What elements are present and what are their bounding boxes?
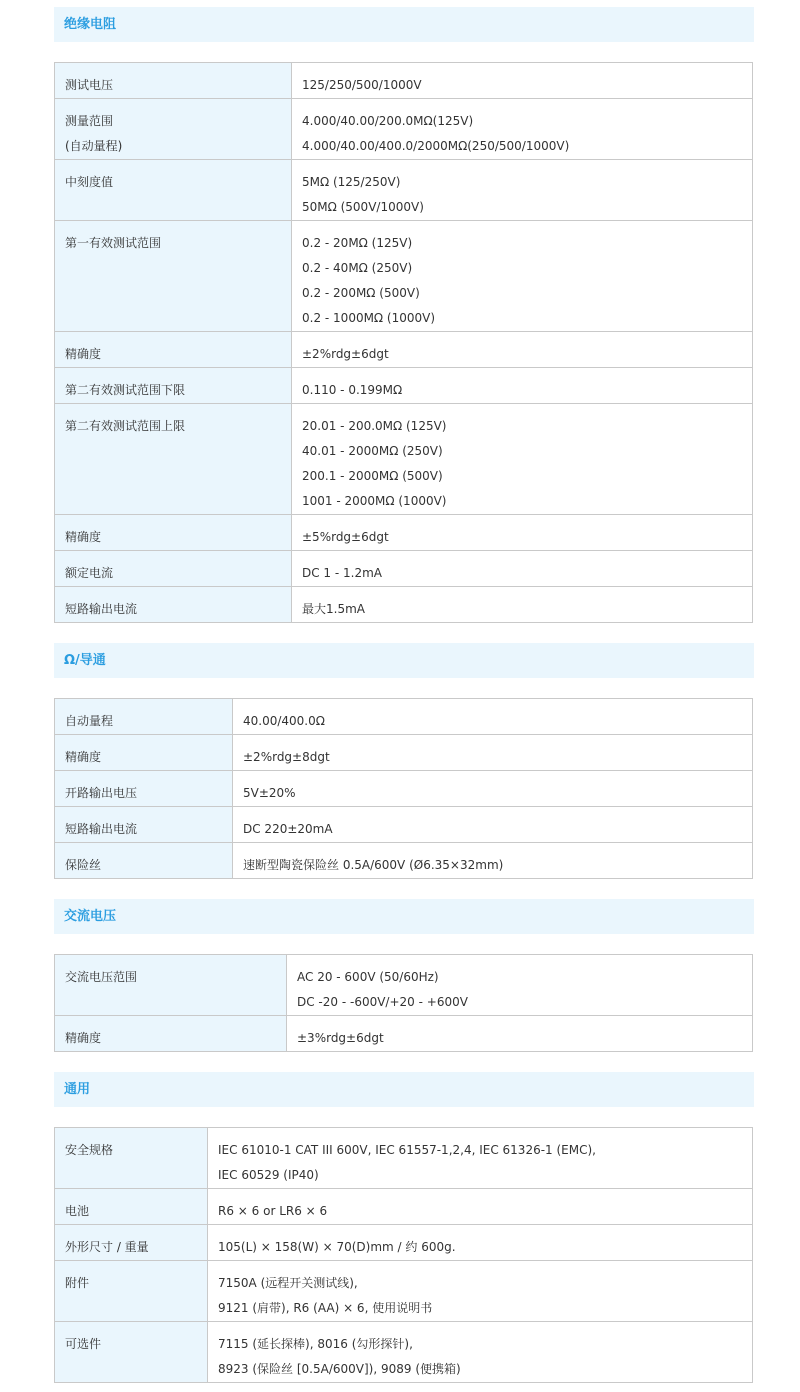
table-row [55, 551, 753, 587]
table-row [55, 1322, 753, 1383]
spec-value: IEC 60529 (IP40) [218, 1168, 319, 1182]
spec-label: 短路输出电流 [65, 602, 138, 616]
table-row [55, 1128, 753, 1189]
spec-value: 0.2 - 1000MΩ (1000V) [302, 311, 436, 325]
spec-label: 安全规格 [65, 1143, 114, 1157]
spec-label: 自动量程 [65, 714, 114, 728]
spec-value-cell [208, 1225, 753, 1261]
spec-label-cell [55, 1128, 208, 1189]
spec-value: 9121 (肩带), R6 (AA) × 6, 使用说明书 [218, 1301, 433, 1315]
spec-label: 测量范围 [65, 114, 114, 128]
spec-value: 7115 (延长探棒), 8016 (勾形探针), [218, 1337, 413, 1351]
table-row [55, 99, 753, 160]
table-row [55, 1261, 753, 1322]
spec-value-cell [292, 515, 753, 551]
spec-value-cell [292, 332, 753, 368]
spec-label-cell [55, 221, 292, 332]
spec-value-cell [292, 221, 753, 332]
spec-value-cell [233, 807, 753, 843]
table-row [55, 843, 753, 879]
spec-value: 20.01 - 200.0MΩ (125V) [302, 419, 447, 433]
spec-value-cell [233, 699, 753, 735]
spec-label-cell [55, 1261, 208, 1322]
spec-value: ±5%rdg±6dgt [302, 530, 389, 544]
spec-value-cell [233, 771, 753, 807]
table-row [55, 807, 753, 843]
table-row [55, 587, 753, 623]
spec-value-cell [287, 955, 753, 1016]
spec-label-cell [55, 699, 233, 735]
spec-value: 7150A (远程开关测试线), [218, 1276, 358, 1290]
table-row [55, 221, 753, 332]
spec-label-cell [55, 160, 292, 221]
spec-value: DC 1 - 1.2mA [302, 566, 383, 580]
spec-value-cell [292, 160, 753, 221]
spec-label: 精确度 [65, 750, 102, 764]
spec-label-cell [55, 63, 292, 99]
spec-value-cell [292, 551, 753, 587]
spec-value: 1001 - 2000MΩ (1000V) [302, 494, 447, 508]
table-row [55, 735, 753, 771]
spec-label-cell [55, 771, 233, 807]
spec-label-cell [55, 1225, 208, 1261]
spec-label-cell [55, 332, 292, 368]
spec-value: DC 220±20mA [243, 822, 333, 836]
spec-label: 中刻度值 [65, 175, 114, 189]
spec-value: ±2%rdg±6dgt [302, 347, 389, 361]
spec-value: 0.2 - 200MΩ (500V) [302, 286, 420, 300]
spec-value-cell [208, 1261, 753, 1322]
spec-value: ±3%rdg±6dgt [297, 1031, 384, 1045]
table-row [55, 515, 753, 551]
spec-value: 0.2 - 20MΩ (125V) [302, 236, 413, 250]
spec-table [54, 1127, 753, 1383]
spec-value: 50MΩ (500V/1000V) [302, 200, 424, 214]
spec-label: 测试电压 [65, 78, 114, 92]
spec-value-cell [208, 1322, 753, 1383]
spec-label: 第二有效测试范围下限 [65, 383, 186, 397]
spec-value-cell [233, 735, 753, 771]
spec-label: 电池 [65, 1204, 90, 1218]
spec-section-2 [54, 899, 754, 1045]
spec-value: IEC 61010-1 CAT III 600V, IEC 61557-1,2,4, IEC 61326-1 (EMC), [218, 1143, 596, 1157]
table-row [55, 1016, 753, 1052]
spec-value-cell [233, 843, 753, 879]
spec-value: R6 × 6 or LR6 × 6 [218, 1204, 328, 1218]
section-header: 交流电压 [54, 899, 754, 934]
table-row [55, 771, 753, 807]
table-row [55, 404, 753, 515]
spec-value: AC 20 - 600V (50/60Hz) [297, 970, 439, 984]
spec-value-cell [287, 1016, 753, 1052]
table-row [55, 332, 753, 368]
spec-label: (自动量程) [65, 139, 123, 153]
spec-value: 5MΩ (125/250V) [302, 175, 401, 189]
spec-label-cell [55, 587, 292, 623]
table-row [55, 368, 753, 404]
spec-value-cell [292, 99, 753, 160]
spec-value: 5V±20% [243, 786, 296, 800]
spec-label-cell [55, 368, 292, 404]
table-row [55, 699, 753, 735]
spec-label-cell [55, 807, 233, 843]
spec-value-cell [208, 1128, 753, 1189]
spec-label-cell [55, 551, 292, 587]
table-row [55, 63, 753, 99]
spec-value: 8923 (保险丝 [0.5A/600V]), 9089 (便携箱) [218, 1362, 461, 1376]
spec-label-cell [55, 1016, 287, 1052]
spec-value: 200.1 - 2000MΩ (500V) [302, 469, 443, 483]
spec-label-cell [55, 955, 287, 1016]
spec-value: 40.01 - 2000MΩ (250V) [302, 444, 443, 458]
spec-value: 125/250/500/1000V [302, 78, 422, 92]
spec-value: 最大1.5mA [302, 602, 365, 616]
spec-label: 外形尺寸 / 重量 [65, 1240, 149, 1254]
spec-value: 105(L) × 158(W) × 70(D)mm / 约 600g. [218, 1240, 456, 1254]
spec-label: 短路输出电流 [65, 822, 138, 836]
spec-label: 保险丝 [65, 858, 102, 872]
spec-value-cell [208, 1189, 753, 1225]
spec-label: 第一有效测试范围 [65, 236, 162, 250]
spec-label-cell [55, 1322, 208, 1383]
spec-table [54, 62, 753, 623]
spec-label: 精确度 [65, 530, 102, 544]
spec-section-0 [54, 7, 754, 616]
spec-value: 40.00/400.0Ω [243, 714, 325, 728]
spec-value: DC -20 - -600V/+20 - +600V [297, 995, 468, 1009]
spec-label: 额定电流 [65, 566, 114, 580]
section-header: 通用 [54, 1072, 754, 1107]
spec-label-cell [55, 404, 292, 515]
table-row [55, 1225, 753, 1261]
spec-value: 0.2 - 40MΩ (250V) [302, 261, 413, 275]
spec-table [54, 698, 753, 879]
section-header: 绝缘电阻 [54, 7, 754, 42]
spec-label: 附件 [65, 1276, 90, 1290]
spec-section-3 [54, 1072, 754, 1376]
spec-value: 4.000/40.00/200.0MΩ(125V) [302, 114, 474, 128]
spec-label-cell [55, 1189, 208, 1225]
spec-value-cell [292, 368, 753, 404]
spec-label-cell [55, 99, 292, 160]
table-row [55, 1189, 753, 1225]
spec-label: 交流电压范围 [65, 970, 138, 984]
spec-value: 速断型陶瓷保险丝 0.5A/600V (Ø6.35×32mm) [243, 858, 504, 872]
spec-label: 精确度 [65, 347, 102, 361]
spec-label-cell [55, 843, 233, 879]
spec-table [54, 954, 753, 1052]
spec-label: 精确度 [65, 1031, 102, 1045]
spec-label-cell [55, 515, 292, 551]
spec-value: 0.110 - 0.199MΩ [302, 383, 403, 397]
table-row [55, 160, 753, 221]
table-row [55, 955, 753, 1016]
spec-value: ±2%rdg±8dgt [243, 750, 330, 764]
spec-value: 4.000/40.00/400.0/2000MΩ(250/500/1000V) [302, 139, 570, 153]
section-header: Ω/导通 [54, 643, 754, 678]
spec-value-cell [292, 404, 753, 515]
spec-value-cell [292, 587, 753, 623]
spec-label: 开路输出电压 [65, 786, 138, 800]
spec-label: 第二有效测试范围上限 [65, 419, 186, 433]
spec-value-cell [292, 63, 753, 99]
spec-label: 可选件 [65, 1337, 102, 1351]
spec-section-1 [54, 643, 754, 872]
spec-label-cell [55, 735, 233, 771]
